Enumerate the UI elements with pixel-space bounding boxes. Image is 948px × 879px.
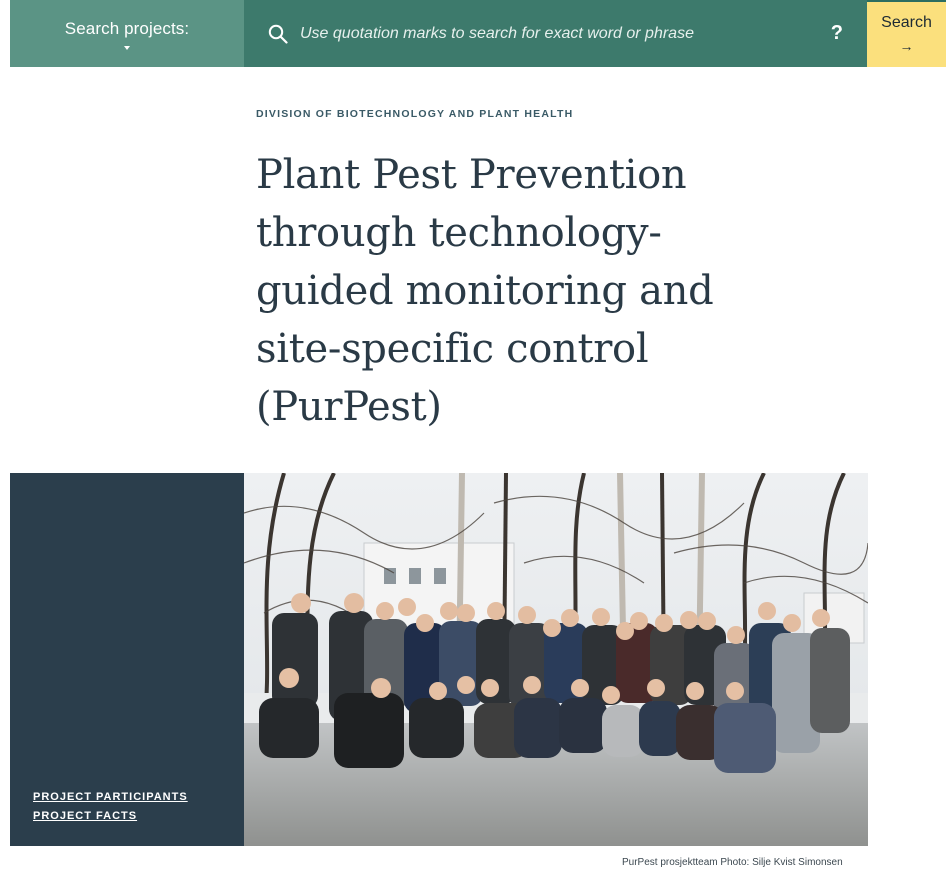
arrow-right-icon: →: [899, 37, 914, 54]
search-bar: [10, 0, 946, 67]
search-scope-label: Search projects:: [64, 19, 190, 38]
search-input[interactable]: [300, 25, 820, 43]
search-query-area: [244, 0, 867, 67]
search-button[interactable]: [867, 0, 946, 67]
caret-down-icon: [124, 46, 130, 50]
team-photo: [244, 473, 868, 846]
project-participants-link[interactable]: PROJECT PARTICIPANTS: [33, 791, 188, 803]
search-icon: [268, 24, 288, 44]
project-facts-link[interactable]: PROJECT FACTS: [33, 810, 138, 822]
project-nav-panel: [10, 473, 244, 846]
team-photo-illustration: [244, 473, 868, 846]
help-icon[interactable]: ?: [830, 22, 843, 44]
project-nav-links: [33, 791, 188, 829]
photo-caption: PurPest prosjektteam Photo: Silje Kvist Simonsen: [622, 857, 843, 868]
search-button-label: Search: [881, 13, 932, 31]
search-scope-dropdown[interactable]: [10, 0, 244, 67]
page-title: Plant Pest Prevention through technology-guided monitoring and site-specific control (PurPest): [256, 152, 714, 430]
division-label: DIVISION OF BIOTECHNOLOGY AND PLANT HEALTH: [256, 108, 574, 120]
